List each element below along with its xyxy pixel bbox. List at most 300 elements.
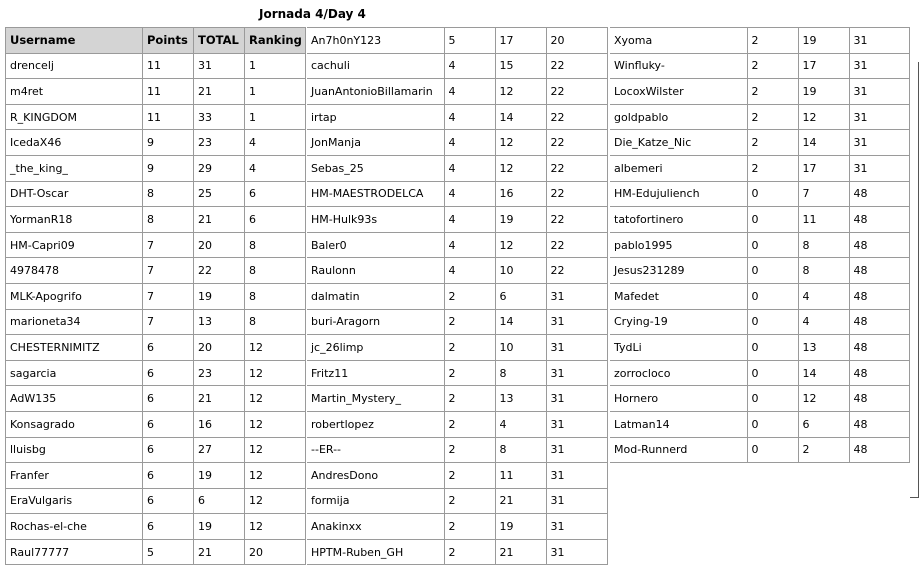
username-cell: 4978478 bbox=[6, 258, 143, 284]
username-cell: _the_king_ bbox=[6, 155, 143, 181]
total-cell: 7 bbox=[798, 181, 849, 207]
vertical-divider bbox=[918, 62, 919, 498]
username-cell: Konsagrado bbox=[6, 411, 143, 437]
total-cell: 27 bbox=[194, 437, 245, 463]
username-cell: --ER-- bbox=[307, 437, 444, 463]
table-row bbox=[6, 207, 306, 233]
points-cell: 4 bbox=[444, 258, 495, 284]
username-cell: HM-Edujulienc​h bbox=[610, 181, 747, 207]
table-row bbox=[307, 309, 607, 335]
username-cell: irtap bbox=[307, 104, 444, 130]
points-cell: 4 bbox=[444, 130, 495, 156]
points-cell: 4 bbox=[444, 207, 495, 233]
username-cell: MLK-Apogrifo bbox=[6, 283, 143, 309]
total-cell: 23 bbox=[194, 360, 245, 386]
total-cell: 21 bbox=[194, 207, 245, 233]
total-cell: 14 bbox=[495, 104, 546, 130]
username-cell: Mod-Runnerd bbox=[610, 437, 747, 463]
ranking-cell: 31 bbox=[546, 488, 607, 514]
ranking-cell: 4 bbox=[245, 130, 306, 156]
total-cell: 19 bbox=[798, 28, 849, 54]
ranking-cell: 48 bbox=[849, 258, 909, 284]
total-cell: 20 bbox=[194, 335, 245, 361]
username-cell: dalmatin bbox=[307, 283, 444, 309]
table-row bbox=[6, 335, 306, 361]
table-row bbox=[6, 283, 306, 309]
ranking-cell: 31 bbox=[849, 104, 909, 130]
points-cell: 2 bbox=[444, 335, 495, 361]
table-row bbox=[610, 207, 909, 233]
total-cell: 2 bbox=[798, 437, 849, 463]
total-cell: 16 bbox=[495, 181, 546, 207]
points-cell: 6 bbox=[143, 386, 194, 412]
username-cell: HPTM-Ruben_GH bbox=[307, 539, 444, 565]
ranking-cell: 8 bbox=[245, 232, 306, 258]
username-cell: Sebas_25 bbox=[307, 155, 444, 181]
total-cell: 19 bbox=[495, 514, 546, 540]
ranking-cell: 12 bbox=[245, 411, 306, 437]
username-cell: albemeri bbox=[610, 155, 747, 181]
ranking-cell: 8 bbox=[245, 309, 306, 335]
total-cell: 15 bbox=[495, 53, 546, 79]
table-row bbox=[6, 130, 306, 156]
points-cell: 4 bbox=[444, 181, 495, 207]
username-cell: buri-Aragorn bbox=[307, 309, 444, 335]
ranking-cell: 1 bbox=[245, 53, 306, 79]
ranking-cell: 31 bbox=[546, 411, 607, 437]
points-cell: 2 bbox=[444, 437, 495, 463]
table-row bbox=[307, 232, 607, 258]
points-cell: 0 bbox=[747, 360, 798, 386]
username-cell: jc_26limp bbox=[307, 335, 444, 361]
ranking-cell: 22 bbox=[546, 130, 607, 156]
table-row bbox=[307, 360, 607, 386]
points-cell: 2 bbox=[444, 309, 495, 335]
table-row bbox=[6, 232, 306, 258]
table-row bbox=[610, 104, 909, 130]
total-cell: 12 bbox=[495, 79, 546, 105]
ranking-cell: 31 bbox=[849, 28, 909, 54]
username-cell: sagarcia bbox=[6, 360, 143, 386]
username-cell: EraVulgaris bbox=[6, 488, 143, 514]
total-cell: 12 bbox=[495, 130, 546, 156]
username-cell: drencelj bbox=[6, 53, 143, 79]
points-cell: 4 bbox=[444, 155, 495, 181]
table-row bbox=[307, 386, 607, 412]
table-row bbox=[610, 181, 909, 207]
table-row bbox=[307, 283, 607, 309]
ranking-cell: 22 bbox=[546, 104, 607, 130]
ranking-cell: 12 bbox=[245, 437, 306, 463]
points-cell: 7 bbox=[143, 258, 194, 284]
points-cell: 5 bbox=[444, 28, 495, 54]
total-cell: 21 bbox=[194, 386, 245, 412]
points-cell: 2 bbox=[747, 130, 798, 156]
table-row bbox=[307, 437, 607, 463]
ranking-cell: 22 bbox=[546, 181, 607, 207]
total-cell: 17 bbox=[798, 155, 849, 181]
points-cell: 0 bbox=[747, 283, 798, 309]
total-cell: 6 bbox=[194, 488, 245, 514]
ranking-table-1 bbox=[5, 27, 306, 565]
total-cell: 4 bbox=[798, 309, 849, 335]
ranking-cell: 12 bbox=[245, 386, 306, 412]
username-cell: pablo1995 bbox=[610, 232, 747, 258]
username-cell: JuanAntonioBillamarin bbox=[307, 79, 444, 105]
total-cell: 14 bbox=[798, 130, 849, 156]
table-row bbox=[6, 53, 306, 79]
table-row bbox=[6, 360, 306, 386]
points-cell: 0 bbox=[747, 437, 798, 463]
table-row bbox=[307, 539, 607, 565]
total-cell: 4 bbox=[798, 283, 849, 309]
points-cell: 0 bbox=[747, 181, 798, 207]
username-cell: Jesus231289 bbox=[610, 258, 747, 284]
points-cell: 2 bbox=[444, 514, 495, 540]
total-cell: 12 bbox=[495, 232, 546, 258]
points-cell: 6 bbox=[143, 514, 194, 540]
points-cell: 7 bbox=[143, 283, 194, 309]
header-row bbox=[6, 28, 306, 54]
table-row bbox=[307, 514, 607, 540]
ranking-cell: 12 bbox=[245, 463, 306, 489]
points-cell: 6 bbox=[143, 437, 194, 463]
points-cell: 8 bbox=[143, 207, 194, 233]
ranking-cell: 31 bbox=[546, 360, 607, 386]
table-row bbox=[307, 130, 607, 156]
total-cell: 19 bbox=[495, 207, 546, 233]
username-cell: robertlopez bbox=[307, 411, 444, 437]
ranking-cell: 31 bbox=[849, 130, 909, 156]
ranking-cell: 6 bbox=[245, 207, 306, 233]
points-cell: 2 bbox=[444, 360, 495, 386]
username-cell: Raulonn bbox=[307, 258, 444, 284]
points-cell: 6 bbox=[143, 335, 194, 361]
header-username: Username bbox=[6, 28, 143, 54]
username-cell: LocoxWilster bbox=[610, 79, 747, 105]
table-row bbox=[307, 463, 607, 489]
total-cell: 6 bbox=[798, 411, 849, 437]
ranking-cell: 22 bbox=[546, 155, 607, 181]
username-cell: Hornero bbox=[610, 386, 747, 412]
header-total: TOTAL bbox=[194, 28, 245, 54]
points-cell: 2 bbox=[444, 386, 495, 412]
points-cell: 6 bbox=[143, 463, 194, 489]
table-row bbox=[6, 411, 306, 437]
ranking-cell: 22 bbox=[546, 53, 607, 79]
points-cell: 8 bbox=[143, 181, 194, 207]
points-cell: 11 bbox=[143, 104, 194, 130]
table-row bbox=[307, 53, 607, 79]
ranking-cell: 31 bbox=[546, 437, 607, 463]
total-cell: 29 bbox=[194, 155, 245, 181]
points-cell: 6 bbox=[143, 360, 194, 386]
ranking-cell: 48 bbox=[849, 283, 909, 309]
ranking-cell: 48 bbox=[849, 181, 909, 207]
username-cell: zorrocloco bbox=[610, 360, 747, 386]
page-title: Jornada 4/Day 4 bbox=[259, 7, 366, 21]
total-cell: 21 bbox=[194, 79, 245, 105]
ranking-table-3 bbox=[610, 27, 910, 463]
total-cell: 8 bbox=[798, 258, 849, 284]
points-cell: 7 bbox=[143, 309, 194, 335]
username-cell: YormanR18 bbox=[6, 207, 143, 233]
ranking-cell: 48 bbox=[849, 309, 909, 335]
points-cell: 7 bbox=[143, 232, 194, 258]
table-row bbox=[610, 386, 909, 412]
table-row bbox=[610, 309, 909, 335]
table-row bbox=[6, 463, 306, 489]
total-cell: 33 bbox=[194, 104, 245, 130]
total-cell: 12 bbox=[495, 155, 546, 181]
table-row bbox=[610, 283, 909, 309]
total-cell: 21 bbox=[495, 488, 546, 514]
ranking-cell: 48 bbox=[849, 360, 909, 386]
ranking-cell: 6 bbox=[245, 181, 306, 207]
total-cell: 17 bbox=[495, 28, 546, 54]
table-row bbox=[6, 386, 306, 412]
username-cell: R_KINGDOM bbox=[6, 104, 143, 130]
total-cell: 11 bbox=[798, 207, 849, 233]
username-cell: TydLi bbox=[610, 335, 747, 361]
header-points: Points bbox=[143, 28, 194, 54]
username-cell: Anakinxx bbox=[307, 514, 444, 540]
table-row bbox=[307, 335, 607, 361]
total-cell: 8 bbox=[495, 437, 546, 463]
table-row bbox=[6, 514, 306, 540]
points-cell: 6 bbox=[143, 488, 194, 514]
total-cell: 19 bbox=[194, 514, 245, 540]
username-cell: Xyoma bbox=[610, 28, 747, 54]
table-row bbox=[6, 79, 306, 105]
table-row bbox=[6, 104, 306, 130]
username-cell: HM-MAESTRODELCA bbox=[307, 181, 444, 207]
table-row bbox=[610, 411, 909, 437]
table-row bbox=[610, 232, 909, 258]
points-cell: 2 bbox=[444, 283, 495, 309]
points-cell: 2 bbox=[444, 488, 495, 514]
total-cell: 6 bbox=[495, 283, 546, 309]
ranking-cell: 31 bbox=[546, 335, 607, 361]
ranking-cell: 48 bbox=[849, 386, 909, 412]
total-cell: 14 bbox=[495, 309, 546, 335]
total-cell: 13 bbox=[194, 309, 245, 335]
username-cell: Crying-19 bbox=[610, 309, 747, 335]
ranking-cell: 12 bbox=[245, 488, 306, 514]
points-cell: 0 bbox=[747, 386, 798, 412]
username-cell: cachuli bbox=[307, 53, 444, 79]
table-row bbox=[307, 155, 607, 181]
ranking-cell: 22 bbox=[546, 258, 607, 284]
table-row bbox=[307, 258, 607, 284]
total-cell: 19 bbox=[798, 79, 849, 105]
points-cell: 4 bbox=[444, 79, 495, 105]
ranking-cell: 4 bbox=[245, 155, 306, 181]
table-row bbox=[307, 181, 607, 207]
username-cell: DHT-Oscar bbox=[6, 181, 143, 207]
total-cell: 31 bbox=[194, 53, 245, 79]
total-cell: 19 bbox=[194, 463, 245, 489]
ranking-cell: 22 bbox=[546, 207, 607, 233]
points-cell: 0 bbox=[747, 335, 798, 361]
username-cell: HM-Capri09 bbox=[6, 232, 143, 258]
table-row bbox=[6, 258, 306, 284]
table-row bbox=[610, 360, 909, 386]
total-cell: 20 bbox=[194, 232, 245, 258]
username-cell: marioneta34 bbox=[6, 309, 143, 335]
points-cell: 9 bbox=[143, 130, 194, 156]
total-cell: 10 bbox=[495, 335, 546, 361]
ranking-cell: 20 bbox=[546, 28, 607, 54]
ranking-table-2 bbox=[307, 27, 608, 565]
total-cell: 14 bbox=[798, 360, 849, 386]
username-cell: tatofortinero bbox=[610, 207, 747, 233]
ranking-cell: 20 bbox=[245, 539, 306, 565]
points-cell: 9 bbox=[143, 155, 194, 181]
ranking-cell: 31 bbox=[546, 463, 607, 489]
table-row bbox=[6, 181, 306, 207]
ranking-cell: 1 bbox=[245, 104, 306, 130]
table-row bbox=[610, 53, 909, 79]
points-cell: 0 bbox=[747, 258, 798, 284]
ranking-cell: 31 bbox=[849, 53, 909, 79]
ranking-cell: 12 bbox=[245, 514, 306, 540]
table-row bbox=[6, 437, 306, 463]
username-cell: Raul77777 bbox=[6, 539, 143, 565]
username-cell: AdW135 bbox=[6, 386, 143, 412]
ranking-cell: 48 bbox=[849, 207, 909, 233]
table-row bbox=[6, 309, 306, 335]
username-cell: Franfer bbox=[6, 463, 143, 489]
total-cell: 10 bbox=[495, 258, 546, 284]
points-cell: 2 bbox=[747, 155, 798, 181]
points-cell: 2 bbox=[444, 411, 495, 437]
ranking-cell: 48 bbox=[849, 437, 909, 463]
total-cell: 19 bbox=[194, 283, 245, 309]
username-cell: goldpablo bbox=[610, 104, 747, 130]
table-row bbox=[610, 437, 909, 463]
points-cell: 4 bbox=[444, 104, 495, 130]
divider-tick bbox=[910, 497, 918, 498]
total-cell: 22 bbox=[194, 258, 245, 284]
ranking-cell: 31 bbox=[849, 155, 909, 181]
username-cell: Martin_Mystery_ bbox=[307, 386, 444, 412]
total-cell: 16 bbox=[194, 411, 245, 437]
username-cell: m4ret bbox=[6, 79, 143, 105]
total-cell: 8 bbox=[495, 360, 546, 386]
points-cell: 0 bbox=[747, 309, 798, 335]
total-cell: 21 bbox=[194, 539, 245, 565]
total-cell: 21 bbox=[495, 539, 546, 565]
username-cell: Die_Katze_Nic bbox=[610, 130, 747, 156]
table-row bbox=[610, 130, 909, 156]
ranking-cell: 8 bbox=[245, 258, 306, 284]
points-cell: 2 bbox=[444, 539, 495, 565]
table-row bbox=[307, 488, 607, 514]
total-cell: 13 bbox=[798, 335, 849, 361]
table-row bbox=[610, 258, 909, 284]
username-cell: An7h0nY123 bbox=[307, 28, 444, 54]
username-cell: Winfluky- bbox=[610, 53, 747, 79]
table-row bbox=[6, 155, 306, 181]
username-cell: CHESTERNIMITZ bbox=[6, 335, 143, 361]
points-cell: 0 bbox=[747, 207, 798, 233]
username-cell: Mafedet bbox=[610, 283, 747, 309]
username-cell: JonManja bbox=[307, 130, 444, 156]
ranking-cell: 31 bbox=[546, 309, 607, 335]
ranking-cell: 1 bbox=[245, 79, 306, 105]
username-cell: Baler0 bbox=[307, 232, 444, 258]
points-cell: 2 bbox=[747, 53, 798, 79]
username-cell: Fritz11 bbox=[307, 360, 444, 386]
ranking-cell: 31 bbox=[546, 283, 607, 309]
points-cell: 2 bbox=[747, 79, 798, 105]
table-row bbox=[307, 79, 607, 105]
ranking-cell: 31 bbox=[546, 514, 607, 540]
table-row bbox=[6, 488, 306, 514]
points-cell: 4 bbox=[444, 232, 495, 258]
points-cell: 5 bbox=[143, 539, 194, 565]
ranking-cell: 48 bbox=[849, 232, 909, 258]
table-row bbox=[6, 539, 306, 565]
points-cell: 2 bbox=[747, 104, 798, 130]
total-cell: 12 bbox=[798, 104, 849, 130]
table-row bbox=[307, 28, 607, 54]
total-cell: 23 bbox=[194, 130, 245, 156]
table-row bbox=[307, 207, 607, 233]
points-cell: 2 bbox=[747, 28, 798, 54]
ranking-cell: 22 bbox=[546, 232, 607, 258]
ranking-cell: 22 bbox=[546, 79, 607, 105]
table-row bbox=[307, 104, 607, 130]
username-cell: IcedaX46 bbox=[6, 130, 143, 156]
points-cell: 11 bbox=[143, 79, 194, 105]
username-cell: Latman14 bbox=[610, 411, 747, 437]
total-cell: 4 bbox=[495, 411, 546, 437]
ranking-cell: 48 bbox=[849, 411, 909, 437]
points-cell: 0 bbox=[747, 411, 798, 437]
points-cell: 0 bbox=[747, 232, 798, 258]
total-cell: 25 bbox=[194, 181, 245, 207]
header-ranking: Ranking bbox=[245, 28, 306, 54]
ranking-cell: 31 bbox=[849, 79, 909, 105]
total-cell: 13 bbox=[495, 386, 546, 412]
total-cell: 12 bbox=[798, 386, 849, 412]
table-row bbox=[610, 155, 909, 181]
username-cell: formija bbox=[307, 488, 444, 514]
table-row bbox=[610, 28, 909, 54]
username-cell: HM-Hulk93s bbox=[307, 207, 444, 233]
username-cell: Rochas-el-che bbox=[6, 514, 143, 540]
points-cell: 6 bbox=[143, 411, 194, 437]
ranking-cell: 31 bbox=[546, 539, 607, 565]
ranking-cell: 12 bbox=[245, 335, 306, 361]
table-row bbox=[610, 335, 909, 361]
ranking-cell: 31 bbox=[546, 386, 607, 412]
total-cell: 17 bbox=[798, 53, 849, 79]
points-cell: 2 bbox=[444, 463, 495, 489]
total-cell: 11 bbox=[495, 463, 546, 489]
table-row bbox=[610, 79, 909, 105]
points-cell: 4 bbox=[444, 53, 495, 79]
ranking-cell: 12 bbox=[245, 360, 306, 386]
points-cell: 11 bbox=[143, 53, 194, 79]
username-cell: lluisbg bbox=[6, 437, 143, 463]
username-cell: AndresDono bbox=[307, 463, 444, 489]
ranking-cell: 8 bbox=[245, 283, 306, 309]
ranking-cell: 48 bbox=[849, 335, 909, 361]
total-cell: 8 bbox=[798, 232, 849, 258]
